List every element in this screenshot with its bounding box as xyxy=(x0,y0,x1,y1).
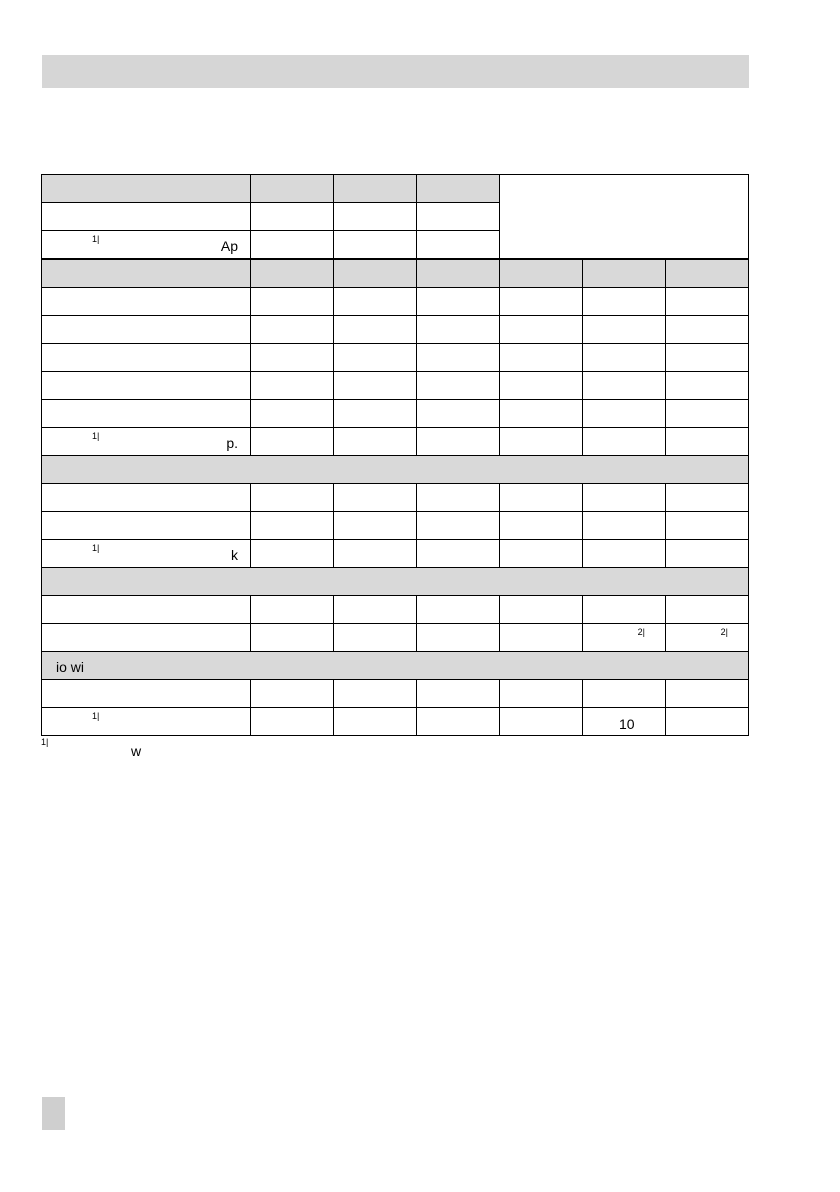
table-row xyxy=(42,680,749,708)
footnote-ref: 1| xyxy=(92,431,100,441)
table-row xyxy=(42,540,749,568)
table-row xyxy=(42,372,749,400)
section-row xyxy=(42,568,749,596)
row-label: k xyxy=(231,547,238,563)
footnote-text: w xyxy=(131,743,142,759)
spec-table xyxy=(41,174,749,736)
cell-value: 10 xyxy=(619,716,635,732)
table-row xyxy=(42,596,749,624)
section-row xyxy=(42,456,749,484)
table-row xyxy=(42,344,749,372)
footnote-marker: 1| xyxy=(41,737,49,747)
footnote-ref: 1| xyxy=(92,234,100,244)
section-title: io wi xyxy=(56,659,85,675)
table-row xyxy=(42,484,749,512)
table-row xyxy=(42,288,749,316)
table-row xyxy=(42,316,749,344)
row-label: Ap xyxy=(220,238,238,254)
section-row xyxy=(42,652,749,680)
header-bar xyxy=(42,55,749,88)
footnote-ref: 1| xyxy=(92,543,100,553)
row-label: p. xyxy=(226,435,238,451)
table-row xyxy=(42,259,749,288)
footnote-ref: 2| xyxy=(637,627,645,637)
table-row xyxy=(42,428,749,456)
table-row xyxy=(42,708,749,736)
page-marker xyxy=(42,1097,65,1130)
footnote-ref: 2| xyxy=(720,627,728,637)
table-row xyxy=(42,175,749,203)
table-row xyxy=(42,624,749,652)
table-row xyxy=(42,400,749,428)
footnote-ref: 1| xyxy=(92,711,100,721)
table-row xyxy=(42,512,749,540)
